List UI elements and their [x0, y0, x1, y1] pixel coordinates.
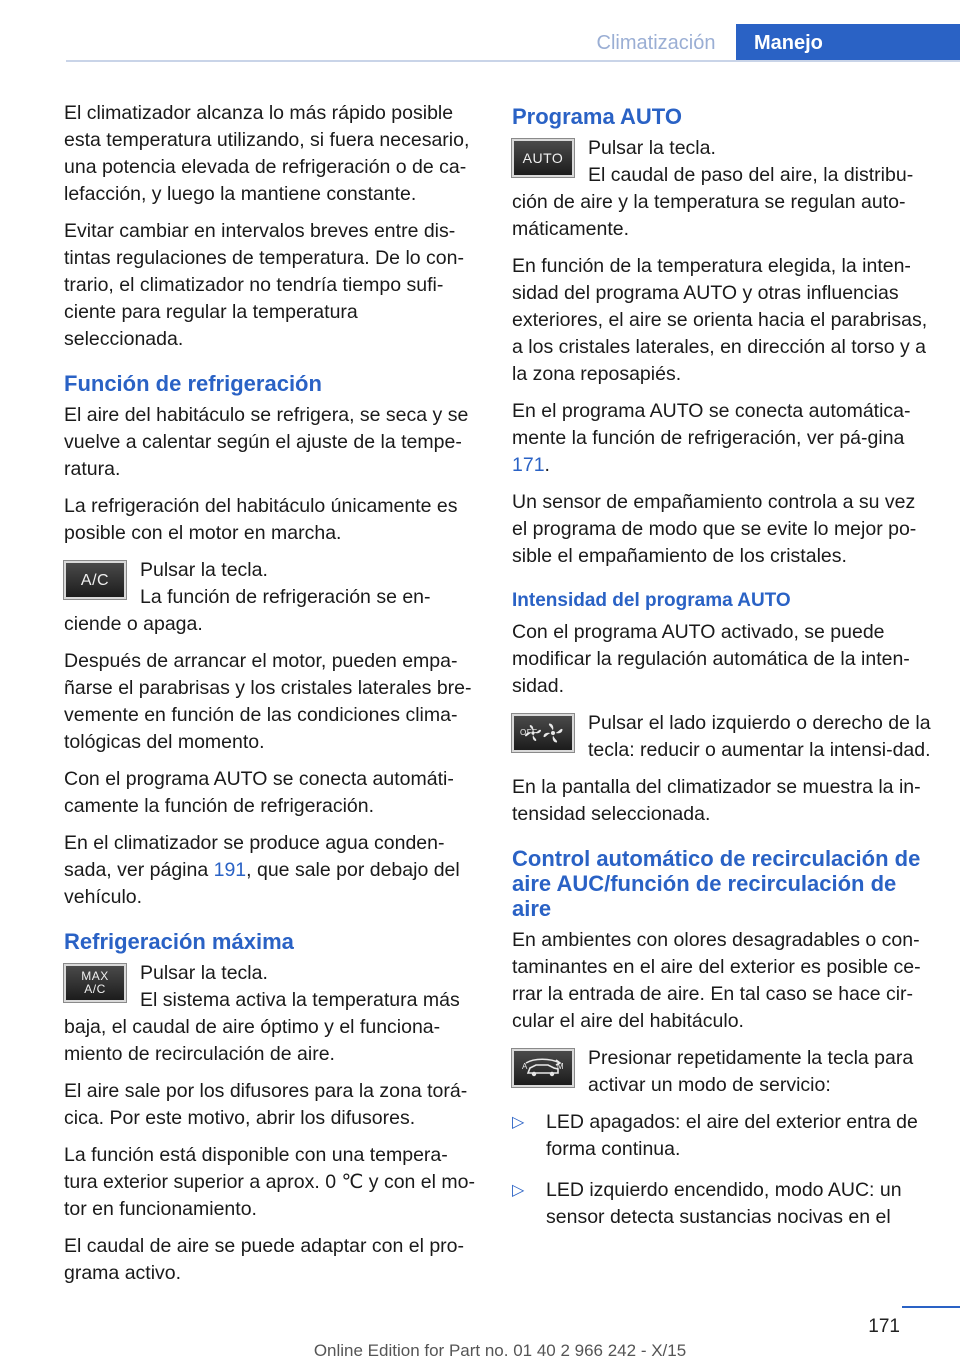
auc-key-a-label: A — [522, 1062, 528, 1071]
auto-key-label: AUTO — [522, 149, 564, 166]
max-press-text: Pulsar la tecla. — [140, 962, 268, 984]
page-link-191[interactable]: 191 — [213, 859, 247, 881]
auc-press-text: Presionar repetidamente la tecla para activar un modo de servicio: — [588, 1047, 914, 1096]
paragraph: El aire del habitáculo se refrigera, se seca y se vuelve a calentar según el ajuste de la tempe-ratura. — [64, 404, 469, 480]
ac-key-block — [64, 557, 478, 638]
header-rule — [66, 60, 960, 62]
ac-desc-text: La función de refrigeración se en-ciende o apaga. — [64, 586, 431, 635]
fan-press-text: Pulsar el lado izquierdo o derecho de la tecla: reducir o aumentar la intensi-dad. — [588, 712, 931, 761]
auto-key-block — [512, 135, 932, 243]
right-column — [512, 100, 932, 1245]
paragraph: El caudal de aire se puede adaptar con el pro-grama activo. — [64, 1235, 465, 1284]
paragraph: La función está disponible con una tempera-tura exterior superior a aprox. 0 ℃ y con el mo-tor en funcionamiento. — [64, 1144, 475, 1220]
paragraph: Con el programa AUTO se conecta automáti-camente la función de refrigeración. — [64, 768, 454, 817]
heading-auto-intensity: Intensidad del programa AUTO — [512, 590, 791, 611]
section-tab: Climatización — [596, 32, 716, 54]
paragraph: Después de arrancar el motor, pueden empa-ñarse el parabrisas y los cristales laterales bre-vemente en función de las condiciones clima-tológicas del momento. — [64, 650, 472, 753]
max-ac-key-block — [64, 960, 478, 1068]
footer-edition: Online Edition for Part no. 01 40 2 966 242 - X/15 — [313, 1341, 687, 1360]
paragraph: Un sensor de empañamiento controla a su vez el programa de modo que se evite lo mejor po-sible el empañamiento de los cristales. — [512, 491, 917, 567]
paragraph: En ambientes con olores desagradables o con-taminantes en el aire del exterior es posible ce-rrar la entrada de aire. En tal caso se hace cir-cular el aire del habitáculo. — [512, 929, 921, 1032]
paragraph: Con el programa AUTO activado, se puede modificar la regulación automática de la inten-sidad. — [512, 621, 910, 697]
auc-key-m-label: M — [556, 1062, 564, 1071]
page-link-171[interactable]: 171 — [512, 454, 545, 476]
paragraph: En función de la temperatura elegida, la inten-sidad del programa AUTO y otras influencias exteriores, el aire se orienta hacia el parabrisas, a los cristales laterales, en dirección al torso y a la zona reposapiés. — [512, 255, 928, 385]
ac-key-label: A/C — [80, 571, 110, 589]
page-number: 171 — [868, 1316, 900, 1337]
heading-max-cooling: Refrigeración máxima — [64, 929, 294, 954]
recirculation-button-icon — [512, 1049, 574, 1087]
paragraph: El climatizador alcanza lo más rápido posible esta temperatura utilizando, si fuera necesario, una potencia elevada de refrigeración o de ca-lefacción, y luego la mantiene constante. — [64, 102, 470, 205]
heading-auc-recirculation: Control automático de recirculación de aire AUC/función de recirculación de aire — [512, 846, 921, 921]
heading-auto-program: Programa AUTO — [512, 104, 682, 129]
auto-desc-text: El caudal de paso del aire, la distribu-ción de aire y la temperatura se regulan auto-máticamente. — [512, 164, 914, 240]
paragraph: En el programa AUTO se conecta automática-mente la función de refrigeración, ver pá-gina 171. — [512, 400, 911, 476]
fan-key-off-label: OFF — [520, 728, 538, 737]
list-item: ▷ LED izquierdo encendido, modo AUC: un sensor detecta sustancias nocivas en el — [512, 1179, 902, 1228]
heading-cooling-function: Función de refrigeración — [64, 371, 322, 396]
fan-key-block — [512, 710, 932, 764]
ac-press-text: Pulsar la tecla. — [140, 559, 268, 581]
auto-press-text: Pulsar la tecla. — [588, 137, 716, 159]
chapter-tab: Manejo — [736, 24, 960, 62]
page-number-rule — [902, 1306, 960, 1308]
triangle-bullet-icon: ▷ — [512, 1182, 525, 1199]
service-mode-list — [512, 1109, 932, 1231]
max-desc-text: El sistema activa la temperatura más baja, el caudal de aire óptimo y el funciona-miento de recirculación de aire. — [64, 989, 460, 1065]
max-ac-button-icon: MAX A/C — [64, 964, 126, 1002]
ac-button-icon — [64, 561, 126, 599]
auc-key-block — [512, 1045, 932, 1099]
paragraph: En la pantalla del climatizador se muestra la in-tensidad seleccionada. — [512, 776, 921, 825]
paragraph: La refrigeración del habitáculo únicamente es posible con el motor en marcha. — [64, 495, 458, 544]
left-column — [64, 100, 478, 1297]
paragraph: Evitar cambiar en intervalos breves entre dis-tintas regulaciones de temperatura. De lo con-trario, el climatizador no tendría tiempo sufi-ciente para regular la temperatura seleccionada. — [64, 220, 464, 350]
list-item: ▷ LED apagados: el aire del exterior entra de forma continua. — [512, 1111, 918, 1160]
paragraph: En el climatizador se produce agua conden-sada, ver página 191, que sale por debajo del vehículo. — [64, 832, 460, 908]
paragraph: El aire sale por los difusores para la zona torá-cica. Por este motivo, abrir los difusores. — [64, 1080, 468, 1129]
triangle-bullet-icon: ▷ — [512, 1114, 525, 1131]
auto-button-icon — [512, 139, 574, 177]
fan-intensity-button-icon — [512, 714, 574, 752]
